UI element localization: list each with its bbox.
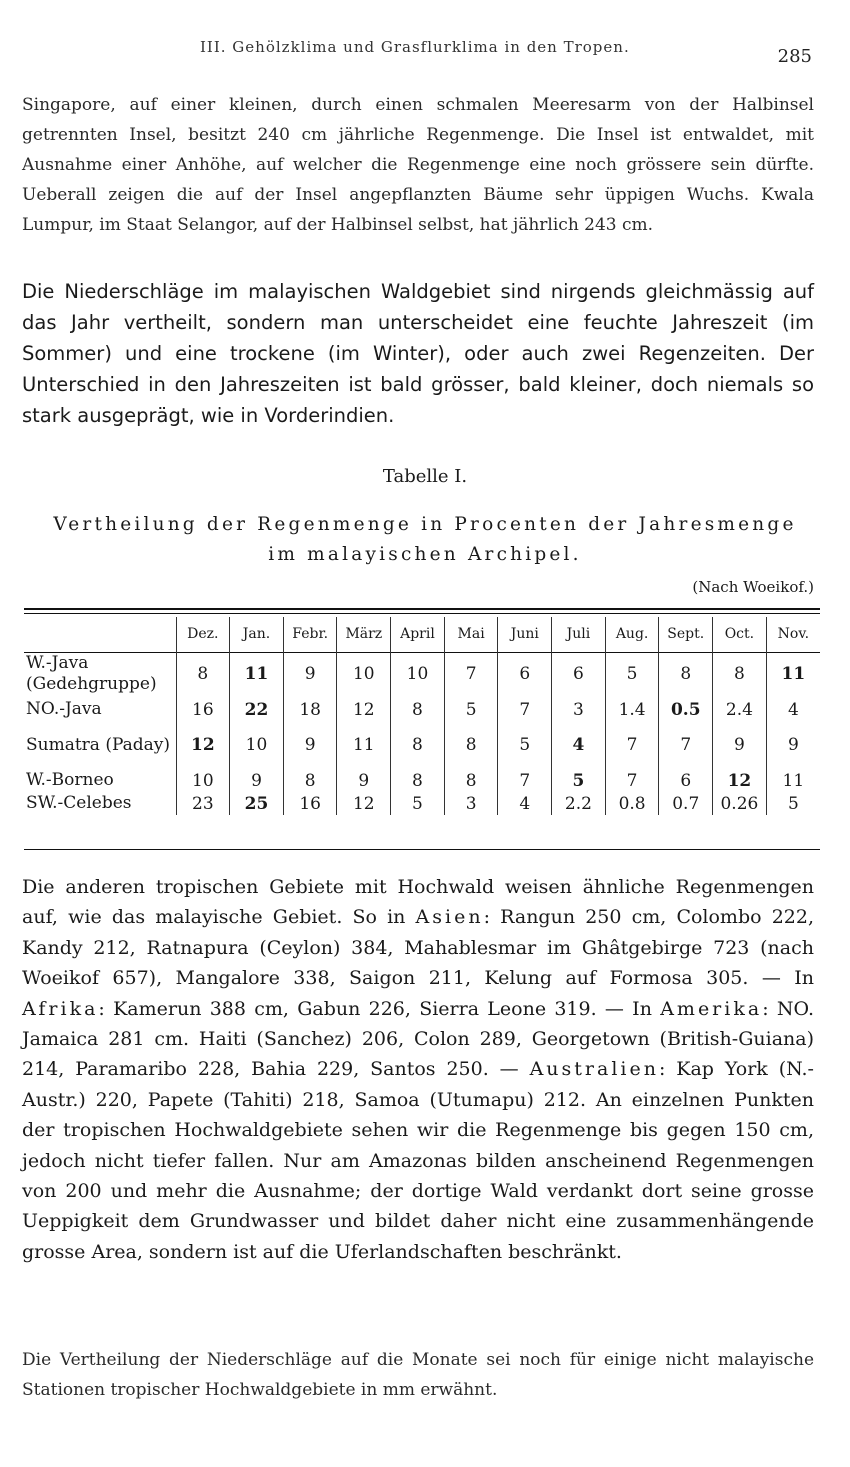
page-number: 285 xyxy=(777,46,812,67)
paragraph-niederschlaege: Die Niederschläge im malayischen Waldgebiet sind nirgends gleichmässig auf das Jahr vertheilt, sondern man unterscheidet eine feuchte Jahreszeit (im Sommer) und eine trockene (im Winter), oder auch zwei Regenzeiten. Der Unterschied in den Jahreszeiten ist bald grösser, bald kleiner, doch niemals so stark ausgeprägt, wie in Vorderindien. xyxy=(22,280,814,427)
table-cell: 12 xyxy=(337,698,391,721)
column-header: Juni xyxy=(498,617,552,650)
table-cell: 25 xyxy=(230,792,284,815)
table-source: (Nach Woeikof.) xyxy=(692,578,814,596)
table-cell: 8 xyxy=(283,769,337,792)
table-cell: 8 xyxy=(391,698,445,721)
table-caption-line-2: im malayischen Archipel. xyxy=(268,544,582,565)
table-cell: 8 xyxy=(713,650,767,698)
table-cell: 8 xyxy=(391,721,445,769)
table-cell: 10 xyxy=(230,721,284,769)
column-header: Nov. xyxy=(766,617,820,650)
column-header: Jan. xyxy=(230,617,284,650)
paragraph-text: Die anderen tropischen Gebiete mit Hochwald weisen ähnliche Regenmengen auf, wie das malayische Gebiet. So in xyxy=(22,876,814,929)
table-cell: 6 xyxy=(498,650,552,698)
table-cell: 9 xyxy=(766,721,820,769)
column-header: Febr. xyxy=(283,617,337,650)
table-cell: 8 xyxy=(176,650,230,698)
table-cell: 16 xyxy=(283,792,337,815)
table-top-rule-thin xyxy=(24,613,820,614)
table-cell: 7 xyxy=(444,650,498,698)
table-cell: 9 xyxy=(713,721,767,769)
table-row xyxy=(24,721,820,769)
row-label: W.-Java (Gedehgruppe) xyxy=(26,653,157,694)
running-head: III. Gehölzklima und Grasflurklima in den Tropen. xyxy=(200,38,630,56)
table-caption-line-1: Vertheilung der Regenmenge in Procenten der Jahresmenge xyxy=(53,514,797,535)
table-cell: 10 xyxy=(176,769,230,792)
rainfall-table xyxy=(24,617,820,815)
column-header: April xyxy=(391,617,445,650)
table-cell: 10 xyxy=(337,650,391,698)
column-header: Mai xyxy=(444,617,498,650)
table-cell: 7 xyxy=(498,769,552,792)
table-cell: 5 xyxy=(498,721,552,769)
paragraph-text: : NO. Jamaica 281 cm. Haiti (Sanchez) 206, Colon 289, Georgetown (British-Guiana) 214, Paramaribo 228, Bahia 229, Santos 250. — xyxy=(22,997,814,1081)
table-cell: 4 xyxy=(766,698,820,721)
table-row xyxy=(24,769,820,792)
table-cell: 11 xyxy=(230,650,284,698)
paragraph-text: : Kamerun 388 cm, Gabun 226, Sierra Leone 319. — In xyxy=(98,997,661,1020)
table-cell: 11 xyxy=(337,721,391,769)
table-top-rule xyxy=(24,608,820,610)
table-cell: 7 xyxy=(659,721,713,769)
table-cell: 0.5 xyxy=(659,698,713,721)
table-cell: 8 xyxy=(444,769,498,792)
column-header: Dez. xyxy=(176,617,230,650)
table-cell: 9 xyxy=(337,769,391,792)
table-cell: 12 xyxy=(337,792,391,815)
table-cell: 3 xyxy=(444,792,498,815)
table-cell: 7 xyxy=(605,769,659,792)
table-cell: 9 xyxy=(283,721,337,769)
paragraph-tropische-gebiete xyxy=(22,872,814,1267)
table-cell: 11 xyxy=(766,650,820,698)
column-header: Aug. xyxy=(605,617,659,650)
region-amerika: Amerika xyxy=(660,997,763,1020)
column-header: Sept. xyxy=(659,617,713,650)
column-header: März xyxy=(337,617,391,650)
table-cell: 12 xyxy=(176,721,230,769)
table-row xyxy=(24,650,820,698)
column-header: Oct. xyxy=(713,617,767,650)
table-cell: 10 xyxy=(391,650,445,698)
region-asien: Asien xyxy=(415,906,484,929)
table-label: Tabelle I. xyxy=(382,466,468,487)
paragraph-singapore: Singapore, auf einer kleinen, durch einen schmalen Meeresarm von der Halbinsel getrennten Insel, besitzt 240 cm jährliche Regenmenge. Die Insel ist entwaldet, mit Ausnahme einer Anhöhe, auf welcher die Regenmenge eine noch grössere sein dürfte. Ueberall zeigen die auf der Insel angepflanzten Bäume sehr üppigen Wuchs. Kwala Lumpur, im Staat Selangor, auf der Halbinsel selbst, hat jährlich 243 cm. xyxy=(22,95,814,235)
table-cell: 3 xyxy=(552,698,606,721)
column-header: Juli xyxy=(552,617,606,650)
table-cell: 12 xyxy=(713,769,767,792)
row-label: NO.-Java xyxy=(26,699,102,719)
table-cell: 5 xyxy=(552,769,606,792)
paragraph-text: : Kap York (N.-Austr.) 220, Papete (Tahiti) 218, Samoa (Utumapu) 212. An einzelnen Punkten der tropischen Hochwaldgebiete sehen wir die Regenmenge bis gegen 150 cm, jedoch nicht tiefer fallen. Nur am Amazonas bilden anscheinend Regenmengen von 200 und mehr die Ausnahme; der dortige Wald verdankt dort seine grosse Ueppigkeit dem Grundwasser und bildet daher nicht eine zusammenhängende grosse Area, sondern ist auf die Uferlandschaften beschränkt. xyxy=(22,1058,814,1263)
table-cell: 5 xyxy=(391,792,445,815)
table-cell: 0.8 xyxy=(605,792,659,815)
table-cell: 18 xyxy=(283,698,337,721)
row-label: SW.-Celebes xyxy=(26,793,132,813)
table-corner-cell xyxy=(24,617,176,650)
table-cell: 2.4 xyxy=(713,698,767,721)
table-caption xyxy=(0,510,850,570)
table-cell: 6 xyxy=(552,650,606,698)
table-cell: 8 xyxy=(391,769,445,792)
table-cell: 5 xyxy=(605,650,659,698)
table-cell: 0.26 xyxy=(713,792,767,815)
table-cell: 8 xyxy=(444,721,498,769)
row-label: Sumatra (Paday) xyxy=(26,734,171,755)
table-cell: 0.7 xyxy=(659,792,713,815)
table-cell: 4 xyxy=(552,721,606,769)
table-row xyxy=(24,792,820,815)
table-cell: 2.2 xyxy=(552,792,606,815)
table-cell: 5 xyxy=(444,698,498,721)
table-cell: 9 xyxy=(283,650,337,698)
table-cell: 7 xyxy=(498,698,552,721)
region-australien: Australien xyxy=(529,1058,659,1081)
table-cell: 22 xyxy=(230,698,284,721)
table-cell: 5 xyxy=(766,792,820,815)
table-cell: 11 xyxy=(766,769,820,792)
table-cell: 9 xyxy=(230,769,284,792)
table-header-row xyxy=(24,617,820,650)
region-afrika: Afrika xyxy=(22,997,99,1020)
table-cell: 23 xyxy=(176,792,230,815)
table-cell: 4 xyxy=(498,792,552,815)
table-cell: 8 xyxy=(659,650,713,698)
table-row xyxy=(24,698,820,721)
table-cell: 16 xyxy=(176,698,230,721)
row-label: W.-Borneo xyxy=(26,770,114,790)
page-header xyxy=(0,38,850,67)
table-cell: 1.4 xyxy=(605,698,659,721)
table-bottom-rule xyxy=(24,849,820,850)
table-cell: 7 xyxy=(605,721,659,769)
paragraph-text: : Rangun 250 cm, Colombo 222, Kandy 212, Ratnapura (Ceylon) 384, Mahablesmar im Ghâtgebirge 723 (nach Woeikof 657), Mangalore 338, Saigon 211, Kelung auf Formosa 305. — In xyxy=(22,906,814,990)
table-cell: 6 xyxy=(659,769,713,792)
paragraph-vertheilung: Die Vertheilung der Niederschläge auf die Monate sei noch für einige nicht malayische Stationen tropischer Hochwaldgebiete in mm erwähnt. xyxy=(22,1350,814,1400)
